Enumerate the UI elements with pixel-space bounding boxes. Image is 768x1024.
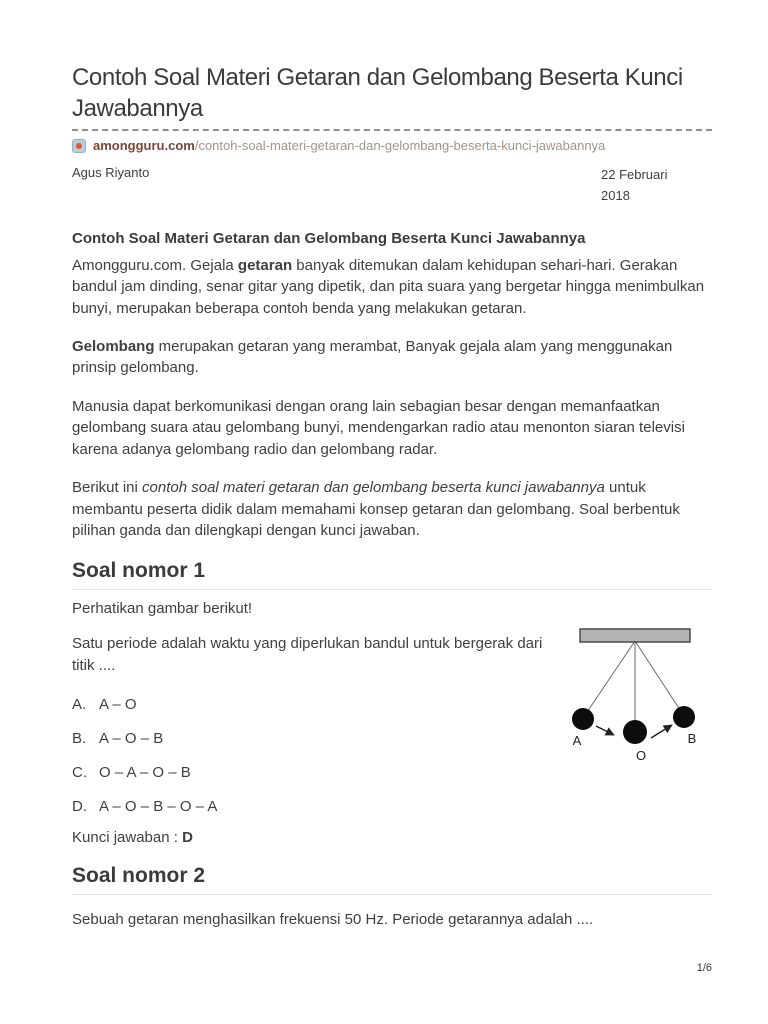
option-b-text: A – O – B [99,730,164,748]
soal-2-heading: Soal nomor 2 [72,864,712,895]
paragraph-1-text: Amongguru.com. Gejala [72,256,238,274]
option-c-text: O – A – O – B [99,764,191,782]
paragraph-2 [72,336,712,379]
source-link[interactable] [93,138,605,153]
pendulum-string-left [583,641,635,718]
document-page [72,62,712,928]
figure-label-a: A [572,733,582,749]
pendulum-string-right [635,641,684,716]
pendulum-svg [562,619,712,769]
pendulum-ball-o [623,720,647,744]
site-favicon-icon [72,139,86,153]
option-d [72,798,712,815]
pendulum-ball-b [673,706,695,728]
figure-label-o: O [635,748,647,764]
publish-date-line1: 22 Februari [601,167,668,183]
pendulum-figure [562,619,712,769]
soal-1-question: Satu periode adalah waktu yang diperlukan bandul untuk bergerak dari titik .... [72,635,543,674]
soal-1-heading: Soal nomor 1 [72,559,712,590]
paragraph-4-italic: contoh soal materi getaran dan gelombang beserta kunci jawabannya [142,479,605,497]
option-d-text: A – O – B – O – A [99,798,218,816]
paragraph-2-bold: Gelombang [72,337,155,355]
pendulum-ball-a [572,708,594,730]
option-b-letter: B. [72,730,87,748]
option-c-letter: C. [72,764,87,782]
paragraph-4-rest: untuk membantu peserta didik dalam memahami konsep getaran dan gelombang. Soal berbentuk pilihan ganda dan dilengkapi dengan kunci jawaban. [72,479,680,540]
byline-row [72,165,712,205]
answer-key-line [72,829,712,846]
publish-date-line2: 2018 [601,187,630,203]
page-indicator: 1/6 [696,962,712,974]
answer-key-label: Kunci jawaban : [72,829,183,847]
figure-label-b: B [687,731,697,747]
option-d-letter: D. [72,798,87,816]
arrow-o-to-b-icon [651,725,672,738]
paragraph-1 [72,255,712,319]
source-domain[interactable]: amongguru.com [93,138,195,154]
paragraph-3: Manusia dapat berkomunikasi dengan orang lain sebagian besar dengan memanfaatkan gelombang suara atau gelombang bunyi, mendengarkan radio atau menonton siaran televisi karena adanya gelombang radio dan gelombang radar. [72,397,685,458]
ceiling-bar [580,629,690,642]
paragraph-2-rest: merupakan getaran yang merambat, Banyak gejala alam yang menggunakan prinsip gelombang. [72,337,673,377]
option-a-text: A – O [99,696,137,714]
source-url-row [72,138,712,153]
paragraph-1-rest: banyak ditemukan dalam kehidupan sehari-hari. Gerakan bandul jam dinding, senar gitar yang dipetik, dan pita suara yang bergetar hingga menimbulkan bunyi, merupakan beberapa contoh benda yang melakukan getaran. [72,256,705,317]
article-heading: Contoh Soal Materi Getaran dan Gelombang Beserta Kunci Jawabannya [72,229,586,247]
author-name: Agus Riyanto [72,165,150,181]
paragraph-1-bold: getaran [237,256,293,274]
source-path[interactable]: /contoh-soal-materi-getaran-dan-gelombang-beserta-kunci-jawabannya [194,138,606,154]
favicon-dot-icon [76,143,82,149]
soal-1-intro: Perhatikan gambar berikut! [72,600,253,618]
soal-2-question: Sebuah getaran menghasilkan frekuensi 50 Hz. Periode getarannya adalah .... [72,911,594,929]
paragraph-4 [72,477,712,541]
page-title: Contoh Soal Materi Getaran dan Gelombang Beserta Kunci Jawabannya [72,64,683,123]
dashed-divider [72,129,712,131]
publish-date [601,165,712,205]
paragraph-4-text: Berikut ini [72,479,143,497]
arrow-a-to-o-icon [596,726,614,735]
option-a-letter: A. [72,696,87,714]
answer-key-value: D [182,829,193,847]
